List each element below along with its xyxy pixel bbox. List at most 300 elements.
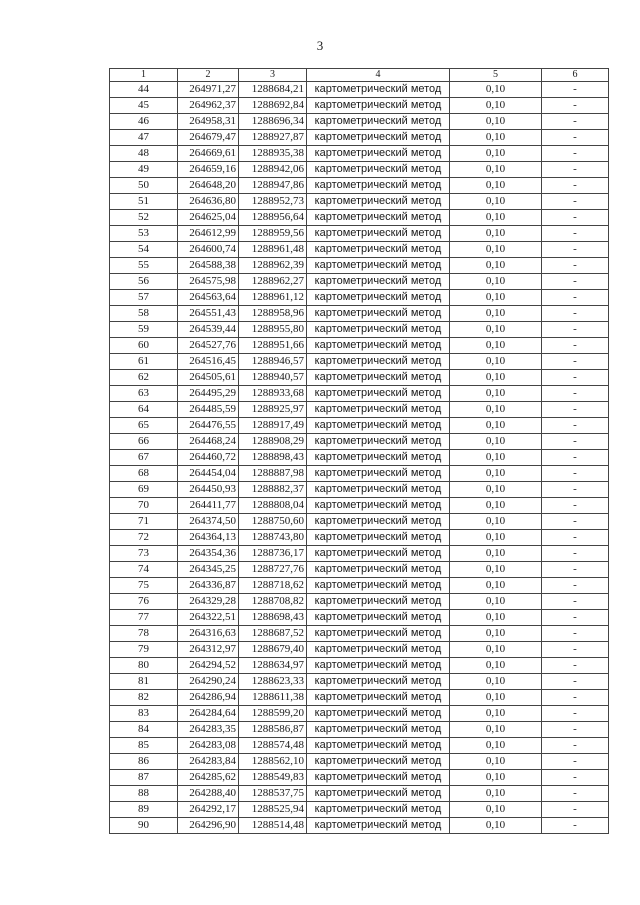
table-row	[110, 802, 609, 818]
point-number-cell: 76	[110, 594, 178, 610]
x-coordinate-cell: 264283,84	[178, 754, 239, 770]
accuracy-cell: 0,10	[450, 290, 542, 306]
accuracy-cell: 0,10	[450, 130, 542, 146]
x-coordinate-cell: 264600,74	[178, 242, 239, 258]
x-coordinate-cell: 264286,94	[178, 690, 239, 706]
y-coordinate-cell: 1288514,48	[239, 818, 307, 834]
x-coordinate-cell: 264322,51	[178, 610, 239, 626]
table-row	[110, 226, 609, 242]
y-coordinate-cell: 1288961,48	[239, 242, 307, 258]
accuracy-cell: 0,10	[450, 482, 542, 498]
y-coordinate-cell: 1288961,12	[239, 290, 307, 306]
table-row	[110, 610, 609, 626]
note-cell: -	[542, 322, 609, 338]
method-cell: картометрический метод	[307, 626, 450, 642]
y-coordinate-cell: 1288743,80	[239, 530, 307, 546]
point-number-cell: 65	[110, 418, 178, 434]
method-cell: картометрический метод	[307, 354, 450, 370]
accuracy-cell: 0,10	[450, 674, 542, 690]
table-row	[110, 626, 609, 642]
note-cell: -	[542, 370, 609, 386]
accuracy-cell: 0,10	[450, 466, 542, 482]
accuracy-cell: 0,10	[450, 562, 542, 578]
note-cell: -	[542, 354, 609, 370]
note-cell: -	[542, 658, 609, 674]
y-coordinate-cell: 1288750,60	[239, 514, 307, 530]
point-number-cell: 86	[110, 754, 178, 770]
accuracy-cell: 0,10	[450, 434, 542, 450]
point-number-cell: 82	[110, 690, 178, 706]
point-number-cell: 84	[110, 722, 178, 738]
column-header: 4	[307, 69, 450, 82]
note-cell: -	[542, 514, 609, 530]
column-header: 2	[178, 69, 239, 82]
table-row	[110, 466, 609, 482]
x-coordinate-cell: 264527,76	[178, 338, 239, 354]
column-header: 6	[542, 69, 609, 82]
point-number-cell: 52	[110, 210, 178, 226]
table-row	[110, 546, 609, 562]
method-cell: картометрический метод	[307, 226, 450, 242]
table-header-row	[110, 69, 609, 82]
method-cell: картометрический метод	[307, 642, 450, 658]
point-number-cell: 61	[110, 354, 178, 370]
table-row	[110, 242, 609, 258]
y-coordinate-cell: 1288599,20	[239, 706, 307, 722]
note-cell: -	[542, 610, 609, 626]
x-coordinate-cell: 264648,20	[178, 178, 239, 194]
y-coordinate-cell: 1288933,68	[239, 386, 307, 402]
point-number-cell: 47	[110, 130, 178, 146]
note-cell: -	[542, 482, 609, 498]
note-cell: -	[542, 754, 609, 770]
x-coordinate-cell: 264364,13	[178, 530, 239, 546]
y-coordinate-cell: 1288882,37	[239, 482, 307, 498]
y-coordinate-cell: 1288962,39	[239, 258, 307, 274]
x-coordinate-cell: 264285,62	[178, 770, 239, 786]
table-row	[110, 738, 609, 754]
y-coordinate-cell: 1288692,84	[239, 98, 307, 114]
method-cell: картометрический метод	[307, 594, 450, 610]
table-row	[110, 818, 609, 834]
table-row	[110, 786, 609, 802]
x-coordinate-cell: 264636,80	[178, 194, 239, 210]
x-coordinate-cell: 264971,27	[178, 82, 239, 98]
note-cell: -	[542, 274, 609, 290]
method-cell: картометрический метод	[307, 146, 450, 162]
method-cell: картометрический метод	[307, 210, 450, 226]
method-cell: картометрический метод	[307, 770, 450, 786]
accuracy-cell: 0,10	[450, 210, 542, 226]
method-cell: картометрический метод	[307, 482, 450, 498]
table-row	[110, 162, 609, 178]
x-coordinate-cell: 264575,98	[178, 274, 239, 290]
point-number-cell: 51	[110, 194, 178, 210]
method-cell: картометрический метод	[307, 338, 450, 354]
y-coordinate-cell: 1288611,38	[239, 690, 307, 706]
table-row	[110, 674, 609, 690]
note-cell: -	[542, 210, 609, 226]
table-row	[110, 754, 609, 770]
point-number-cell: 88	[110, 786, 178, 802]
x-coordinate-cell: 264345,25	[178, 562, 239, 578]
accuracy-cell: 0,10	[450, 754, 542, 770]
y-coordinate-cell: 1288687,52	[239, 626, 307, 642]
table-row	[110, 386, 609, 402]
y-coordinate-cell: 1288908,29	[239, 434, 307, 450]
x-coordinate-cell: 264411,77	[178, 498, 239, 514]
accuracy-cell: 0,10	[450, 722, 542, 738]
y-coordinate-cell: 1288946,57	[239, 354, 307, 370]
table-row	[110, 194, 609, 210]
y-coordinate-cell: 1288525,94	[239, 802, 307, 818]
point-number-cell: 63	[110, 386, 178, 402]
method-cell: картометрический метод	[307, 722, 450, 738]
x-coordinate-cell: 264485,59	[178, 402, 239, 418]
accuracy-cell: 0,10	[450, 306, 542, 322]
x-coordinate-cell: 264336,87	[178, 578, 239, 594]
y-coordinate-cell: 1288537,75	[239, 786, 307, 802]
table-row	[110, 530, 609, 546]
method-cell: картометрический метод	[307, 546, 450, 562]
x-coordinate-cell: 264505,61	[178, 370, 239, 386]
y-coordinate-cell: 1288942,06	[239, 162, 307, 178]
point-number-cell: 85	[110, 738, 178, 754]
column-header: 1	[110, 69, 178, 82]
y-coordinate-cell: 1288574,48	[239, 738, 307, 754]
table-row	[110, 210, 609, 226]
point-number-cell: 69	[110, 482, 178, 498]
note-cell: -	[542, 706, 609, 722]
y-coordinate-cell: 1288727,76	[239, 562, 307, 578]
method-cell: картометрический метод	[307, 578, 450, 594]
method-cell: картометрический метод	[307, 82, 450, 98]
point-number-cell: 46	[110, 114, 178, 130]
table-row	[110, 562, 609, 578]
note-cell: -	[542, 466, 609, 482]
accuracy-cell: 0,10	[450, 738, 542, 754]
method-cell: картометрический метод	[307, 754, 450, 770]
accuracy-cell: 0,10	[450, 594, 542, 610]
accuracy-cell: 0,10	[450, 578, 542, 594]
note-cell: -	[542, 690, 609, 706]
point-number-cell: 48	[110, 146, 178, 162]
x-coordinate-cell: 264290,24	[178, 674, 239, 690]
note-cell: -	[542, 434, 609, 450]
y-coordinate-cell: 1288917,49	[239, 418, 307, 434]
accuracy-cell: 0,10	[450, 98, 542, 114]
point-number-cell: 74	[110, 562, 178, 578]
accuracy-cell: 0,10	[450, 802, 542, 818]
accuracy-cell: 0,10	[450, 642, 542, 658]
point-number-cell: 64	[110, 402, 178, 418]
point-number-cell: 45	[110, 98, 178, 114]
accuracy-cell: 0,10	[450, 274, 542, 290]
x-coordinate-cell: 264294,52	[178, 658, 239, 674]
point-number-cell: 87	[110, 770, 178, 786]
y-coordinate-cell: 1288696,34	[239, 114, 307, 130]
method-cell: картометрический метод	[307, 306, 450, 322]
table-row	[110, 130, 609, 146]
point-number-cell: 72	[110, 530, 178, 546]
table-row	[110, 146, 609, 162]
y-coordinate-cell: 1288951,66	[239, 338, 307, 354]
accuracy-cell: 0,10	[450, 706, 542, 722]
accuracy-cell: 0,10	[450, 370, 542, 386]
point-number-cell: 75	[110, 578, 178, 594]
method-cell: картометрический метод	[307, 738, 450, 754]
table-row	[110, 402, 609, 418]
note-cell: -	[542, 386, 609, 402]
point-number-cell: 67	[110, 450, 178, 466]
table-row	[110, 658, 609, 674]
accuracy-cell: 0,10	[450, 162, 542, 178]
note-cell: -	[542, 642, 609, 658]
table-row	[110, 322, 609, 338]
accuracy-cell: 0,10	[450, 338, 542, 354]
x-coordinate-cell: 264284,64	[178, 706, 239, 722]
table-row	[110, 642, 609, 658]
point-number-cell: 53	[110, 226, 178, 242]
point-number-cell: 80	[110, 658, 178, 674]
note-cell: -	[542, 578, 609, 594]
y-coordinate-cell: 1288956,64	[239, 210, 307, 226]
coordinates-table	[109, 68, 609, 834]
point-number-cell: 49	[110, 162, 178, 178]
point-number-cell: 71	[110, 514, 178, 530]
note-cell: -	[542, 258, 609, 274]
table-row	[110, 594, 609, 610]
table-row	[110, 114, 609, 130]
note-cell: -	[542, 242, 609, 258]
y-coordinate-cell: 1288958,96	[239, 306, 307, 322]
accuracy-cell: 0,10	[450, 226, 542, 242]
table-row	[110, 338, 609, 354]
accuracy-cell: 0,10	[450, 322, 542, 338]
x-coordinate-cell: 264669,61	[178, 146, 239, 162]
method-cell: картометрический метод	[307, 514, 450, 530]
accuracy-cell: 0,10	[450, 530, 542, 546]
accuracy-cell: 0,10	[450, 770, 542, 786]
x-coordinate-cell: 264551,43	[178, 306, 239, 322]
y-coordinate-cell: 1288586,87	[239, 722, 307, 738]
point-number-cell: 54	[110, 242, 178, 258]
point-number-cell: 78	[110, 626, 178, 642]
y-coordinate-cell: 1288684,21	[239, 82, 307, 98]
point-number-cell: 77	[110, 610, 178, 626]
table-row	[110, 450, 609, 466]
table-row	[110, 274, 609, 290]
note-cell: -	[542, 498, 609, 514]
table-row	[110, 258, 609, 274]
method-cell: картометрический метод	[307, 562, 450, 578]
note-cell: -	[542, 818, 609, 834]
note-cell: -	[542, 146, 609, 162]
method-cell: картометрический метод	[307, 466, 450, 482]
x-coordinate-cell: 264539,44	[178, 322, 239, 338]
method-cell: картометрический метод	[307, 418, 450, 434]
accuracy-cell: 0,10	[450, 386, 542, 402]
method-cell: картометрический метод	[307, 130, 450, 146]
method-cell: картометрический метод	[307, 786, 450, 802]
accuracy-cell: 0,10	[450, 114, 542, 130]
note-cell: -	[542, 82, 609, 98]
x-coordinate-cell: 264316,63	[178, 626, 239, 642]
note-cell: -	[542, 114, 609, 130]
y-coordinate-cell: 1288927,87	[239, 130, 307, 146]
x-coordinate-cell: 264468,24	[178, 434, 239, 450]
y-coordinate-cell: 1288898,43	[239, 450, 307, 466]
page-number: 3	[316, 38, 324, 53]
method-cell: картометрический метод	[307, 258, 450, 274]
x-coordinate-cell: 264354,36	[178, 546, 239, 562]
method-cell: картометрический метод	[307, 530, 450, 546]
x-coordinate-cell: 264288,40	[178, 786, 239, 802]
table-body	[110, 82, 609, 834]
y-coordinate-cell: 1288947,86	[239, 178, 307, 194]
x-coordinate-cell: 264612,99	[178, 226, 239, 242]
accuracy-cell: 0,10	[450, 546, 542, 562]
point-number-cell: 44	[110, 82, 178, 98]
x-coordinate-cell: 264374,50	[178, 514, 239, 530]
table-row	[110, 514, 609, 530]
point-number-cell: 56	[110, 274, 178, 290]
accuracy-cell: 0,10	[450, 178, 542, 194]
accuracy-cell: 0,10	[450, 658, 542, 674]
table-row	[110, 354, 609, 370]
method-cell: картометрический метод	[307, 674, 450, 690]
x-coordinate-cell: 264516,45	[178, 354, 239, 370]
note-cell: -	[542, 802, 609, 818]
table-row	[110, 178, 609, 194]
y-coordinate-cell: 1288952,73	[239, 194, 307, 210]
y-coordinate-cell: 1288925,97	[239, 402, 307, 418]
point-number-cell: 57	[110, 290, 178, 306]
x-coordinate-cell: 264962,37	[178, 98, 239, 114]
note-cell: -	[542, 194, 609, 210]
accuracy-cell: 0,10	[450, 450, 542, 466]
y-coordinate-cell: 1288623,33	[239, 674, 307, 690]
table-row	[110, 482, 609, 498]
point-number-cell: 66	[110, 434, 178, 450]
method-cell: картометрический метод	[307, 658, 450, 674]
column-header: 5	[450, 69, 542, 82]
point-number-cell: 89	[110, 802, 178, 818]
accuracy-cell: 0,10	[450, 82, 542, 98]
point-number-cell: 59	[110, 322, 178, 338]
x-coordinate-cell: 264296,90	[178, 818, 239, 834]
x-coordinate-cell: 264454,04	[178, 466, 239, 482]
x-coordinate-cell: 264958,31	[178, 114, 239, 130]
table-row	[110, 290, 609, 306]
y-coordinate-cell: 1288955,80	[239, 322, 307, 338]
x-coordinate-cell: 264659,16	[178, 162, 239, 178]
x-coordinate-cell: 264625,04	[178, 210, 239, 226]
x-coordinate-cell: 264450,93	[178, 482, 239, 498]
note-cell: -	[542, 626, 609, 642]
note-cell: -	[542, 306, 609, 322]
point-number-cell: 90	[110, 818, 178, 834]
x-coordinate-cell: 264495,29	[178, 386, 239, 402]
point-number-cell: 83	[110, 706, 178, 722]
accuracy-cell: 0,10	[450, 402, 542, 418]
note-cell: -	[542, 722, 609, 738]
y-coordinate-cell: 1288940,57	[239, 370, 307, 386]
accuracy-cell: 0,10	[450, 194, 542, 210]
point-number-cell: 50	[110, 178, 178, 194]
method-cell: картометрический метод	[307, 450, 450, 466]
table-row	[110, 722, 609, 738]
table-row	[110, 98, 609, 114]
method-cell: картометрический метод	[307, 178, 450, 194]
method-cell: картометрический метод	[307, 98, 450, 114]
table-row	[110, 706, 609, 722]
point-number-cell: 70	[110, 498, 178, 514]
method-cell: картометрический метод	[307, 370, 450, 386]
accuracy-cell: 0,10	[450, 354, 542, 370]
table-row	[110, 498, 609, 514]
y-coordinate-cell: 1288962,27	[239, 274, 307, 290]
table-row	[110, 418, 609, 434]
note-cell: -	[542, 162, 609, 178]
y-coordinate-cell: 1288634,97	[239, 658, 307, 674]
x-coordinate-cell: 264312,97	[178, 642, 239, 658]
point-number-cell: 55	[110, 258, 178, 274]
x-coordinate-cell: 264476,55	[178, 418, 239, 434]
note-cell: -	[542, 402, 609, 418]
method-cell: картометрический метод	[307, 114, 450, 130]
method-cell: картометрический метод	[307, 610, 450, 626]
accuracy-cell: 0,10	[450, 690, 542, 706]
note-cell: -	[542, 450, 609, 466]
method-cell: картометрический метод	[307, 818, 450, 834]
column-header: 3	[239, 69, 307, 82]
x-coordinate-cell: 264563,64	[178, 290, 239, 306]
y-coordinate-cell: 1288736,17	[239, 546, 307, 562]
x-coordinate-cell: 264292,17	[178, 802, 239, 818]
note-cell: -	[542, 786, 609, 802]
point-number-cell: 60	[110, 338, 178, 354]
method-cell: картометрический метод	[307, 434, 450, 450]
accuracy-cell: 0,10	[450, 818, 542, 834]
y-coordinate-cell: 1288808,04	[239, 498, 307, 514]
x-coordinate-cell: 264329,28	[178, 594, 239, 610]
y-coordinate-cell: 1288718,62	[239, 578, 307, 594]
note-cell: -	[542, 290, 609, 306]
table-row	[110, 578, 609, 594]
point-number-cell: 79	[110, 642, 178, 658]
method-cell: картометрический метод	[307, 402, 450, 418]
method-cell: картометрический метод	[307, 194, 450, 210]
accuracy-cell: 0,10	[450, 626, 542, 642]
point-number-cell: 68	[110, 466, 178, 482]
table-row	[110, 770, 609, 786]
y-coordinate-cell: 1288887,98	[239, 466, 307, 482]
method-cell: картометрический метод	[307, 322, 450, 338]
y-coordinate-cell: 1288562,10	[239, 754, 307, 770]
table-row	[110, 82, 609, 98]
x-coordinate-cell: 264679,47	[178, 130, 239, 146]
accuracy-cell: 0,10	[450, 258, 542, 274]
y-coordinate-cell: 1288549,83	[239, 770, 307, 786]
accuracy-cell: 0,10	[450, 514, 542, 530]
y-coordinate-cell: 1288698,43	[239, 610, 307, 626]
note-cell: -	[542, 674, 609, 690]
table-row	[110, 690, 609, 706]
table-row	[110, 434, 609, 450]
method-cell: картометрический метод	[307, 498, 450, 514]
method-cell: картометрический метод	[307, 274, 450, 290]
